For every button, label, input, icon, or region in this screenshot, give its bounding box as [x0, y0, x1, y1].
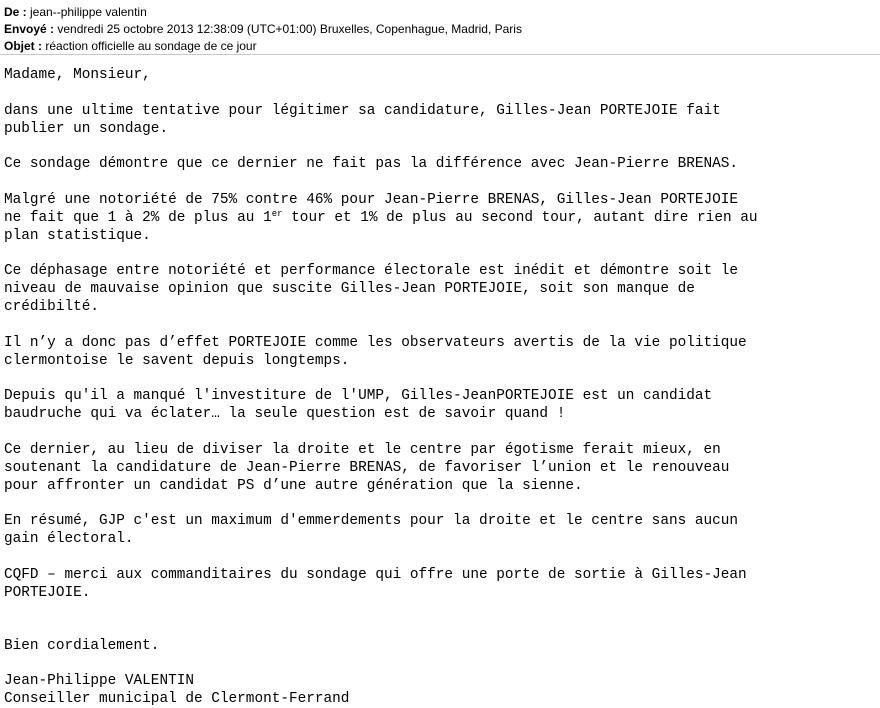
from-row — [4, 4, 147, 20]
email-body — [4, 66, 880, 708]
paragraph-2: Ce sondage démontre que ce dernier ne fait pas la différence avec Jean-Pierre BRENAS. — [4, 156, 739, 172]
paragraph-3-start: Malgré une notoriété de 75% contre 46% pour Jean-Pierre BRENAS, Gilles-Jean PORTEJOIE ne fait que 1 à 2% de plus au 1 — [4, 191, 739, 226]
paragraph-3-end: tour et 1% de plus au second tour, autant dire rien au plan statistique. — [4, 209, 758, 244]
signature-title: Conseiller municipal de Clermont-Ferrand — [4, 691, 350, 707]
paragraph-7: Ce dernier, au lieu de diviser la droite et le centre par égotisme ferait mieux, en soutenant la candidature de Jean-Pierre BRENAS, de favoriser l’union et le renouveau pour affronter un candidat PS d’une autre génération que la sienne. — [4, 441, 730, 494]
from-separator: : — [19, 5, 31, 19]
email-header — [0, 0, 880, 55]
sent-row — [4, 21, 522, 37]
from-value: jean--philippe valentin — [30, 5, 147, 19]
paragraph-4: Ce déphasage entre notoriété et performance électorale est inédit et démontre soit le niveau de mauvaise opinion que suscite Gilles-Jean PORTEJOIE, soit son manque de crédibilté. — [4, 263, 739, 315]
paragraph-8: En résumé, GJP c'est un maximum d'emmerdements pour la droite et le centre sans aucun gain électoral. — [4, 513, 739, 547]
paragraph-5: Il n’y a donc pas d’effet PORTEJOIE comme les observateurs avertis de la vie politique clermontoise le savent depuis longtemps. — [4, 334, 747, 369]
subject-label: Objet — [4, 39, 35, 53]
sent-label: Envoyé — [4, 22, 47, 36]
greeting: Madame, Monsieur, — [4, 67, 151, 83]
paragraph-6: Depuis qu'il a manqué l'investiture de l'UMP, Gilles-JeanPORTEJOIE est un candidat baudruche qui va éclater… la seule question est de savoir quand ! — [4, 388, 713, 422]
paragraph-1: dans une ultime tentative pour légitimer sa candidature, Gilles-Jean PORTEJOIE fait publier un sondage. — [4, 102, 721, 137]
subject-value: réaction officielle au sondage de ce jour — [45, 39, 257, 53]
signature-name: Jean-Philippe VALENTIN — [4, 673, 194, 689]
sent-separator: : — [46, 22, 58, 36]
ordinal-superscript: er — [271, 208, 283, 219]
sent-value: vendredi 25 octobre 2013 12:38:09 (UTC+01:00) Bruxelles, Copenhague, Madrid, Paris — [57, 22, 522, 36]
from-label: De — [4, 5, 20, 19]
subject-separator: : — [34, 39, 46, 53]
subject-row — [4, 38, 257, 54]
paragraph-9: CQFD – merci aux commanditaires du sondage qui offre une porte de sortie à Gilles-Jean PORTEJOIE. — [4, 566, 747, 601]
closing: Bien cordialement. — [4, 637, 160, 654]
paragraph-3 — [4, 191, 880, 245]
